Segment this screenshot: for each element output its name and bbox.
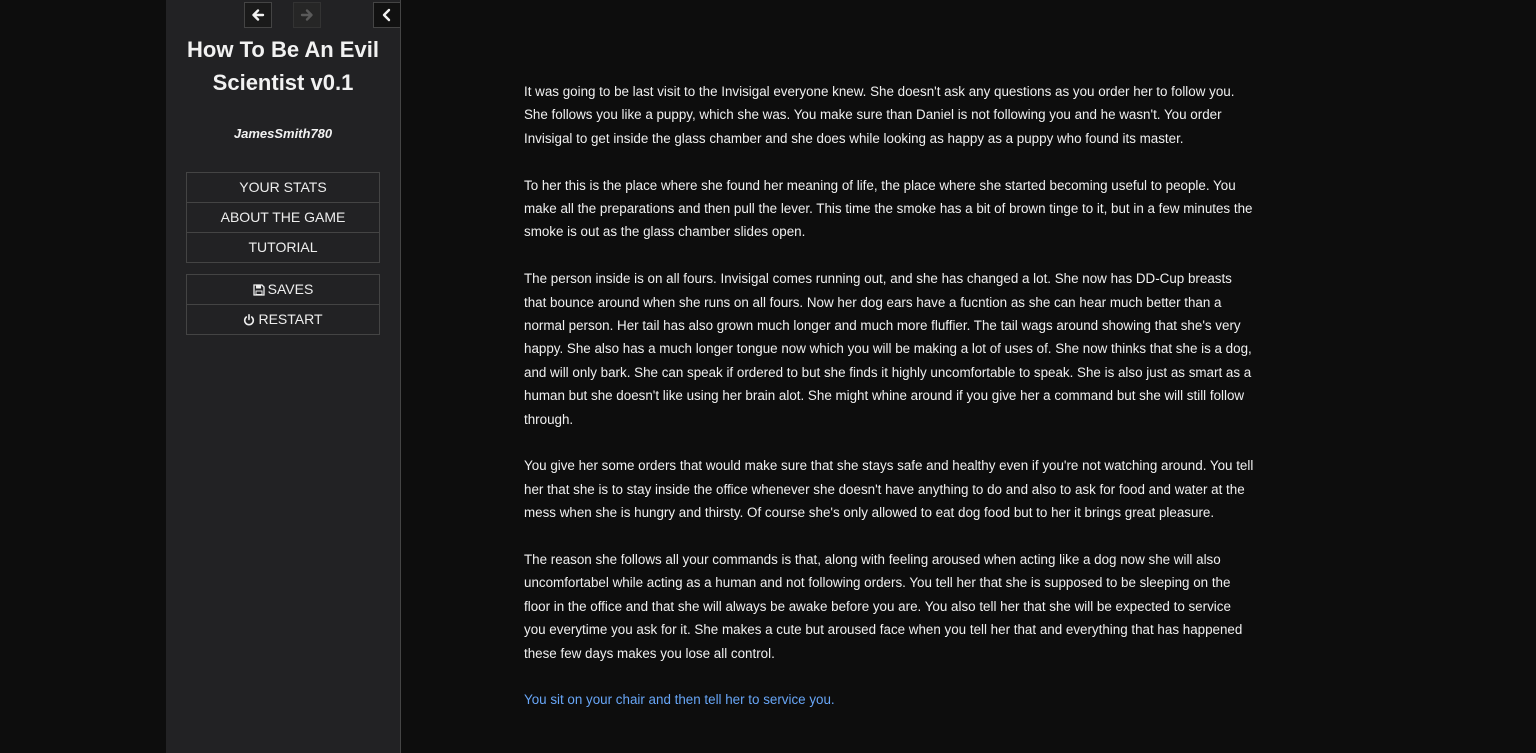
- passage-paragraph: The person inside is on all fours. Invisigal comes running out, and she has changed a lot. She now has DD-Cup breasts that bounce around when she runs on all fours. Now her dog ears have a fucntion as she can hear much better than a normal person. Her tail has also grown much longer and much more fluffier. The tail wags around showing that she's very happy. She also has a much longer tongue now which you will be making a lot of uses of. She now thinks that she is a dog, and will only bark. She can speak if ordered to but she finds it highly uncomfortable to speak. She is also just as smart as a human but she doesn't like using her brain alot. She might whine around if you give her a command but she will still follow through.: [524, 271, 1252, 427]
- passage-paragraph: The reason she follows all your commands is that, along with feeling aroused when acting like a dog now she will also uncomfortabel while acting as a human and not following orders. You tell her that she is supposed to be sleeping on the floor in the office and that she will always be awake before you are. You also tell her that she will be expected to service you everytime you ask for it. She makes a cute but aroused face when you tell her that and everything that has happened these few days makes you lose all control.: [524, 552, 1243, 661]
- power-icon: [243, 314, 255, 326]
- arrow-left-icon: [251, 8, 265, 22]
- passage-paragraph: To her this is the place where she found her meaning of life, the place where she started becoming useful to people. You make all the preparations and then pull the lever. This time the smoke has a bit of brown tinge to it, but in a few minutes the smoke is out as the glass chamber slides open.: [524, 177, 1253, 240]
- saves-button[interactable]: [187, 275, 379, 305]
- restart-button[interactable]: [187, 305, 379, 334]
- save-icon: [253, 284, 265, 296]
- saves-label: SAVES: [267, 281, 314, 297]
- ui-bar-toggle-button[interactable]: [373, 2, 401, 28]
- core-menu: [186, 274, 380, 335]
- restart-label: RESTART: [258, 311, 323, 327]
- passage: [524, 80, 1254, 735]
- story-menu: [186, 172, 380, 263]
- arrow-right-icon: [300, 8, 314, 22]
- chevron-left-icon: [380, 8, 394, 22]
- passage-paragraph: You give her some orders that would make sure that she stays safe and healthy even if you're not watching around. You tell her that she is to stay inside the office whenever she doesn't have anything to do and also to ask for food and water at the mess when she is hungry and thirsty. Of course she's only allowed to eat dog food but to her it brings great pleasure.: [524, 458, 1254, 521]
- menu-item-tutorial[interactable]: TUTORIAL: [248, 239, 318, 255]
- history-forward-button[interactable]: [293, 2, 321, 28]
- story-author: JamesSmith780: [233, 126, 333, 141]
- passage-link-paragraph: [524, 688, 1254, 711]
- passage-link[interactable]: You sit on your chair and then tell her to service you.: [524, 692, 835, 708]
- menu-item-your-stats[interactable]: YOUR STATS: [187, 173, 379, 203]
- history-back-button[interactable]: [244, 2, 272, 28]
- ui-bar: [166, 0, 401, 753]
- passage-paragraph: It was going to be last visit to the Invisigal everyone knew. She doesn't ask any questions as you order her to follow you. She follows you like a puppy, which she was. You make sure than Daniel is not following you and he wasn't. You order Invisigal to get inside the glass chamber and she does while looking as happy as a puppy who found its master.: [524, 84, 1235, 146]
- story-title: How To Be An Evil Scientist v0.1: [187, 37, 379, 95]
- history-controls: [166, 2, 400, 30]
- menu-item-about-the-game[interactable]: ABOUT THE GAME: [187, 203, 379, 233]
